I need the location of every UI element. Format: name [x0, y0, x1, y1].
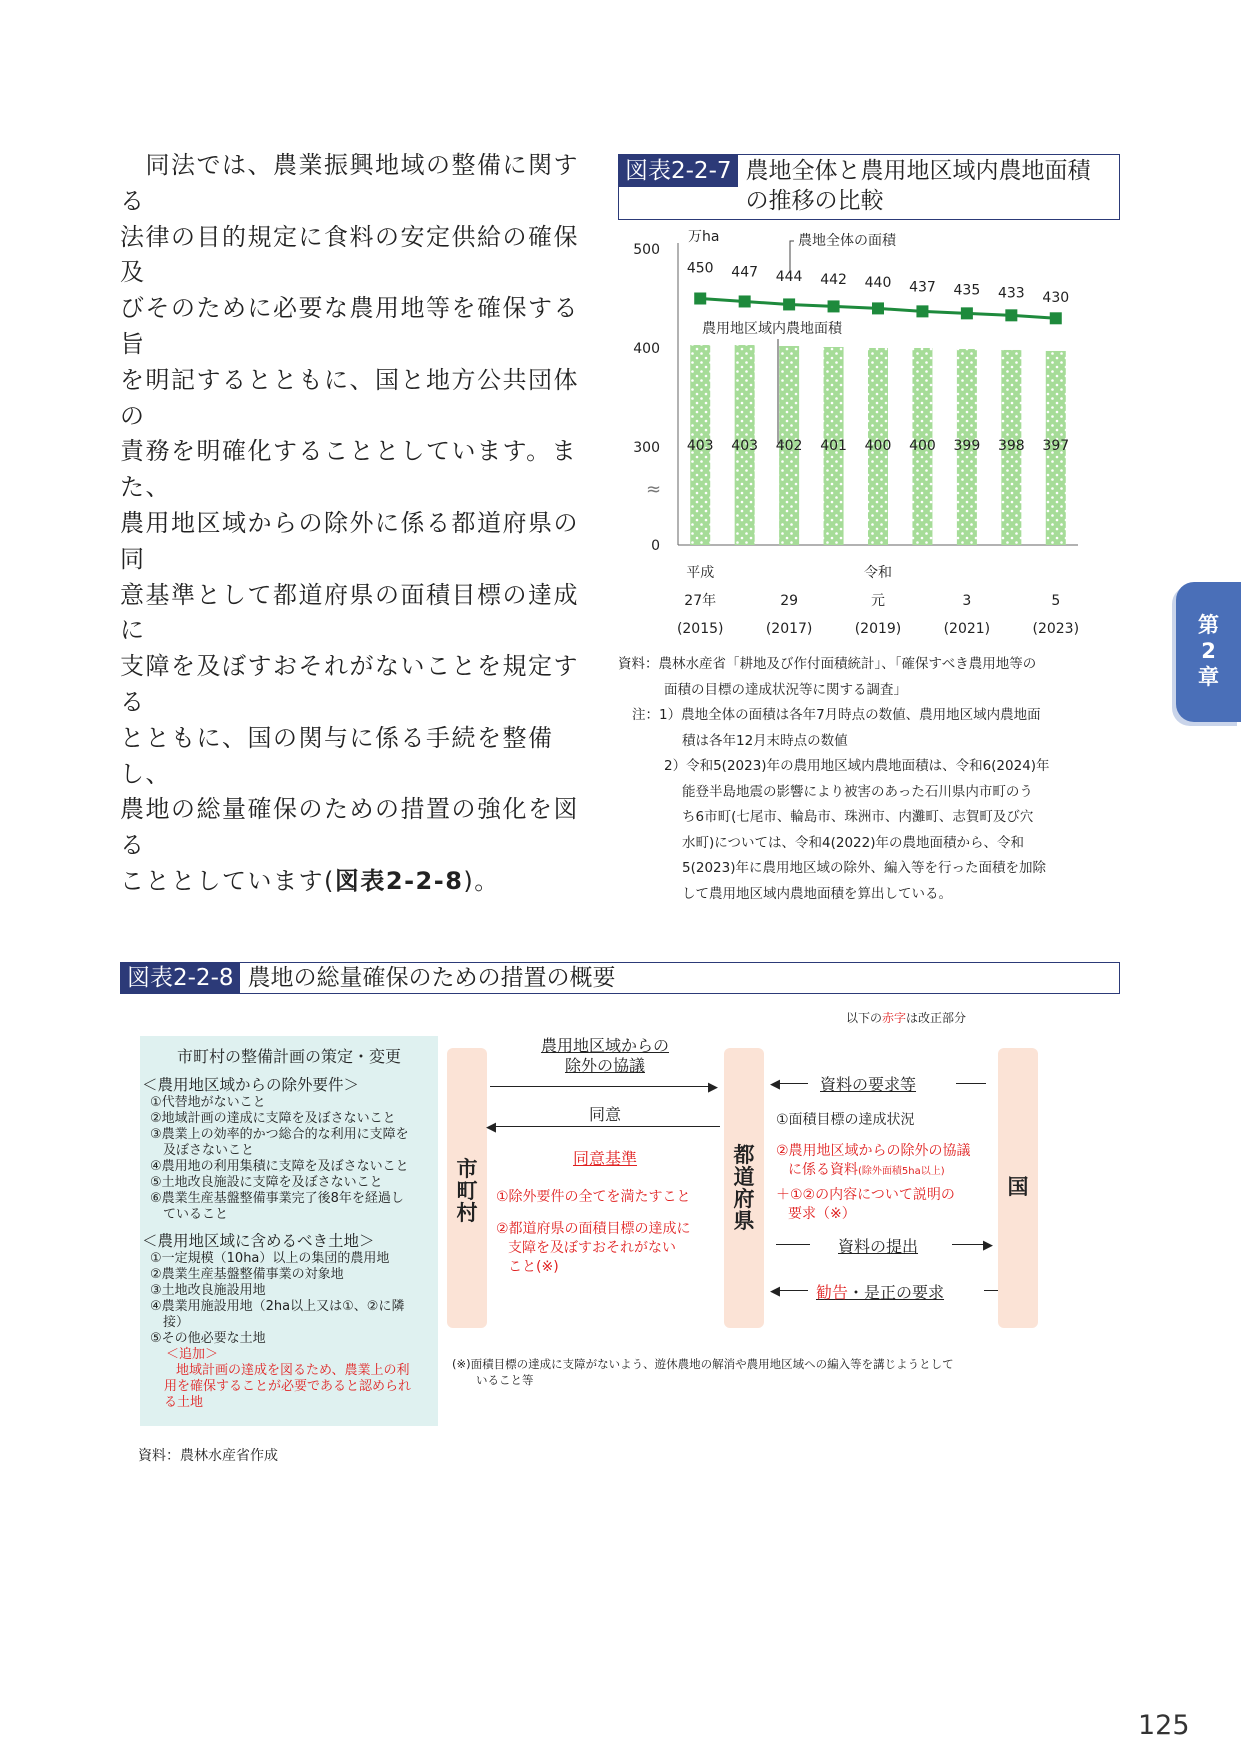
requirement-item: ①代替地がないこと	[150, 1095, 266, 1110]
line-point	[872, 302, 884, 314]
source-line: 資料：農林水産省「耕地及び作付面積統計」、「確保すべき農用地等の	[618, 656, 1037, 672]
body-line: 意基準として都道府県の面積目標の達成に	[120, 580, 579, 645]
bar-data-label: 398	[997, 438, 1025, 454]
requirement-item: ⑤土地改良施設に支障を及ぼさないこと	[150, 1175, 383, 1190]
figure-title-line: 農地全体と農用地区域内農地面積	[745, 158, 1091, 184]
criteria-line: 支障を及ぼすおそれがない	[508, 1240, 676, 1256]
revision-note-text: 以下の	[846, 1011, 883, 1025]
requirement-item: 及ぼさないこと	[150, 1143, 255, 1158]
line-data-label: 440	[864, 275, 892, 292]
advice-rest: ・是正の要求	[848, 1283, 945, 1302]
prefecture-pill	[724, 1048, 764, 1328]
line-data-label: 444	[775, 268, 803, 285]
body-paragraph	[120, 148, 590, 900]
x-ad-label: (2023)	[1032, 621, 1080, 637]
line-point	[1005, 309, 1017, 321]
request-line: ②農用地区域からの除外の協議	[776, 1143, 971, 1159]
chapter-tab[interactable]	[1176, 582, 1241, 722]
arrow-head-right-icon: ▶	[983, 1238, 993, 1253]
request-line: に係る資料	[788, 1162, 858, 1178]
x-year-label: 5	[1051, 593, 1061, 609]
line-data-label: 447	[731, 264, 759, 281]
bar-data-label: 401	[820, 438, 847, 454]
body-line: 支障を及ぼすおそれがないことを規定する	[120, 652, 579, 716]
footnote-line: (※)面積目標の達成に支障がないよう、遊休農地の解消や農用地区域への編入等を講じようとして	[452, 1357, 954, 1371]
x-ad-label: (2015)	[676, 621, 724, 637]
vertical-char: 町	[456, 1179, 478, 1203]
consult-label-line: 除外の協議	[564, 1056, 645, 1075]
note-line: ち6市町(七尾市、輪島市、珠洲市、内灘町、志賀町及び穴	[682, 809, 1034, 825]
line-point	[961, 307, 973, 319]
chapter-tab-text: 2	[1201, 639, 1216, 663]
request-line: 要求（※）	[788, 1206, 856, 1222]
requirement-item: ④農用地の利用集積に支障を及ぼさないこと	[150, 1159, 409, 1174]
line-point	[1050, 312, 1062, 324]
added-item: る土地	[164, 1395, 204, 1410]
note-line: 能登半島地震の影響により被害のあった石川県内市町のう	[682, 783, 1033, 800]
revision-note-text: は改正部分	[906, 1011, 967, 1025]
request-small: (除外面積5ha以上)	[858, 1166, 945, 1177]
criteria-item-2	[496, 1220, 691, 1277]
body-line: 農地の総量確保のための措置の強化を図る	[120, 795, 579, 860]
y-tick-label: 500	[633, 242, 660, 258]
figure-227-notes	[618, 652, 1098, 907]
body-text-segment: こととしています(	[120, 866, 335, 895]
arrow-right	[952, 1244, 986, 1245]
line-data-label: 442	[820, 272, 847, 289]
y-unit-label: 万ha	[688, 229, 720, 245]
y-tick-label: 400	[633, 341, 660, 357]
line-data-label: 433	[997, 285, 1025, 302]
figure-227-title	[618, 154, 1120, 220]
advice-red: 勧告	[816, 1283, 849, 1302]
figure-title-text	[738, 155, 1099, 217]
line-point	[916, 305, 928, 317]
municipality-pill	[447, 1048, 487, 1328]
vertical-char: 都	[733, 1143, 755, 1167]
diagram-source: 資料：農林水産省作成	[138, 1448, 278, 1464]
x-year-label: 29	[780, 593, 799, 609]
prefecture-vertical	[724, 1144, 764, 1232]
x-year-label: 3	[962, 593, 972, 609]
municipal-plan-box	[140, 1036, 438, 1426]
x-ad-label: (2017)	[765, 621, 813, 637]
x-axis-labels	[677, 564, 1079, 637]
consent-label: 同意	[588, 1105, 621, 1124]
body-line: 責務を明確化することとしています。また、	[120, 437, 578, 502]
vertical-char: 県	[733, 1209, 755, 1233]
diagram-footnote	[452, 1356, 954, 1388]
arrow-left	[778, 1083, 808, 1084]
series-label-total: 農地全体の面積	[798, 233, 896, 249]
line-data-label: 450	[686, 260, 714, 277]
criteria-line: ②都道府県の面積目標の達成に	[496, 1221, 691, 1237]
submit-docs-label: 資料の提出	[838, 1237, 919, 1256]
note-line: 積は各年12月末時点の数値	[682, 732, 848, 749]
land-item: ①一定規模（10ha）以上の集団的農用地	[150, 1251, 390, 1266]
series-label-zone: 農用地区域内農地面積	[702, 321, 842, 337]
criteria-line: こと(※)	[508, 1259, 559, 1275]
area-chart	[618, 225, 1098, 645]
x-era-label: 平成	[686, 565, 715, 581]
arrow-head-right-icon: ▶	[708, 1080, 718, 1095]
request-item-3	[776, 1186, 955, 1224]
x-ad-label: (2019)	[854, 621, 902, 637]
arrow-head-left-icon: ◀	[770, 1077, 780, 1092]
bar-data-label: 403	[731, 438, 759, 454]
figure-number: 図表2-2-8	[121, 963, 240, 993]
arrow-line	[984, 1290, 998, 1291]
added-item: 用を確保することが必要であると認められ	[164, 1379, 412, 1394]
box-heading: 市町村の整備計画の策定・変更	[176, 1047, 401, 1066]
figure-title-line: の推移の比較	[745, 188, 884, 214]
land-item: ③土地改良施設用地	[150, 1283, 266, 1298]
arrow-head-left-icon: ◀	[770, 1284, 780, 1299]
country-pill	[998, 1048, 1038, 1328]
body-line: 法律の目的規定に食料の安定供給の確保及	[120, 222, 579, 287]
bar-data-label: 399	[953, 438, 981, 454]
request-item: ①面積目標の達成状況	[776, 1112, 915, 1128]
note-line: して農用地区域内農地面積を算出している。	[682, 885, 952, 902]
arrow-right	[490, 1086, 712, 1087]
line-point	[694, 293, 706, 305]
note-line: 2）令和5(2023)年の農用地区域内農地面積は、令和6(2024)年	[664, 758, 1050, 774]
requirement-item: ていること	[150, 1207, 229, 1222]
x-ad-label: (2021)	[943, 621, 991, 637]
land-item: ②農業生産基盤整備事業の対象地	[150, 1267, 344, 1282]
figure-number: 図表2-2-7	[619, 155, 738, 187]
arrow-line	[776, 1244, 810, 1245]
vertical-char: 村	[456, 1201, 478, 1225]
consult-label	[495, 1036, 715, 1076]
land-item: ④農業用施設用地（2ha以上又は①、②に隣	[150, 1299, 405, 1314]
vertical-char: 道	[733, 1165, 755, 1189]
line-data-label: 435	[953, 282, 981, 299]
country-label: 国	[1007, 1175, 1029, 1199]
body-line: 農用地区域からの除外に係る都道府県の同	[120, 508, 579, 573]
body-line: を明記するとともに、国と地方公共団体の	[120, 365, 579, 430]
line-data-label: 437	[909, 279, 936, 296]
added-item: 地域計画の達成を図るため、農業上の利	[176, 1363, 410, 1378]
line-point	[828, 300, 840, 312]
body-line-last	[120, 864, 590, 900]
vertical-char: 府	[733, 1187, 755, 1211]
request-line: ＋①②の内容について説明の	[776, 1187, 955, 1203]
land-item: 接）	[150, 1315, 190, 1330]
y-tick-label: 300	[633, 440, 660, 456]
municipality-label	[447, 1048, 487, 1224]
line-point	[739, 295, 751, 307]
body-text-segment: )。	[463, 866, 500, 895]
requirement-item: ②地域計画の達成に支障を及ぼさないこと	[150, 1111, 396, 1126]
x-year-label: 元	[871, 593, 885, 609]
axis-break-icon: ≈	[646, 479, 662, 500]
body-line: 同法では、農業振興地域の整備に関する	[120, 151, 579, 215]
bar-data-label: 403	[686, 438, 714, 454]
bar-data-label: 400	[909, 438, 936, 454]
revision-note	[846, 1010, 966, 1026]
criteria-item: ①除外要件の全てを満たすこと	[496, 1189, 691, 1205]
vertical-char: 市	[456, 1157, 478, 1181]
figure-title-text: 農地の総量確保のための措置の概要	[247, 965, 616, 991]
note-line: 水町)については、令和4(2022)年の農地面積から、令和	[682, 834, 1024, 851]
note-line: 注：1）農地全体の面積は各年7月時点の数値、農用地区域内農地面	[632, 707, 1041, 723]
land-item: ⑤その他必要な土地	[150, 1331, 266, 1346]
chapter-tab-text: 章	[1198, 665, 1219, 689]
x-era-label: 令和	[864, 565, 892, 581]
bar-data-label: 400	[864, 438, 892, 454]
page-number: 125	[1138, 1710, 1190, 1741]
municipality-vertical	[447, 1158, 487, 1224]
requirement-item: ③農業上の効率的かつ総合的な利用に支障を	[150, 1127, 409, 1142]
added-label: ＜追加＞	[166, 1347, 219, 1362]
request-item-2	[776, 1142, 971, 1181]
x-year-label: 27年	[684, 593, 717, 609]
box-subheading: ＜農用地区域からの除外要件＞	[142, 1076, 360, 1094]
arrow-head-left-icon: ◀	[486, 1120, 496, 1135]
advice-label	[816, 1280, 944, 1303]
footnote-line: いること等	[476, 1373, 534, 1387]
line-data-label: 430	[1042, 289, 1070, 306]
consult-label-line: 農用地区域からの	[540, 1036, 669, 1055]
bar-data-label: 397	[1042, 438, 1070, 454]
bar-data-label: 402	[775, 438, 803, 454]
arrow-left	[494, 1126, 720, 1127]
requirement-item: ⑥農業生産基盤整備事業完了後8年を経過し	[150, 1191, 404, 1206]
figure-228-title	[120, 962, 1120, 994]
source-line: 面積の目標の達成状況等に関する調査」	[664, 681, 907, 698]
body-line: とともに、国の関与に係る手続を整備し、	[120, 723, 554, 788]
chapter-tab-text: 第	[1198, 613, 1219, 637]
request-docs-label: 資料の要求等	[820, 1075, 917, 1094]
arrow-line	[956, 1083, 986, 1084]
y-tick-label: 0	[651, 538, 660, 554]
consent-criteria-label: 同意基準	[572, 1149, 637, 1168]
revision-note-red: 赤字	[882, 1011, 907, 1025]
note-line: 5(2023)年に農用地区域の除外、編入等を行った面積を加除	[682, 860, 1046, 876]
box-subheading: ＜農用地区域に含めるべき土地＞	[142, 1232, 375, 1250]
arrow-left	[778, 1290, 808, 1291]
figure-reference-link[interactable]: 図表2-2-8	[334, 866, 464, 895]
body-line: びそのために必要な農用地等を確保する旨	[120, 294, 579, 358]
line-point	[783, 298, 795, 310]
prefecture-label	[724, 1048, 764, 1232]
